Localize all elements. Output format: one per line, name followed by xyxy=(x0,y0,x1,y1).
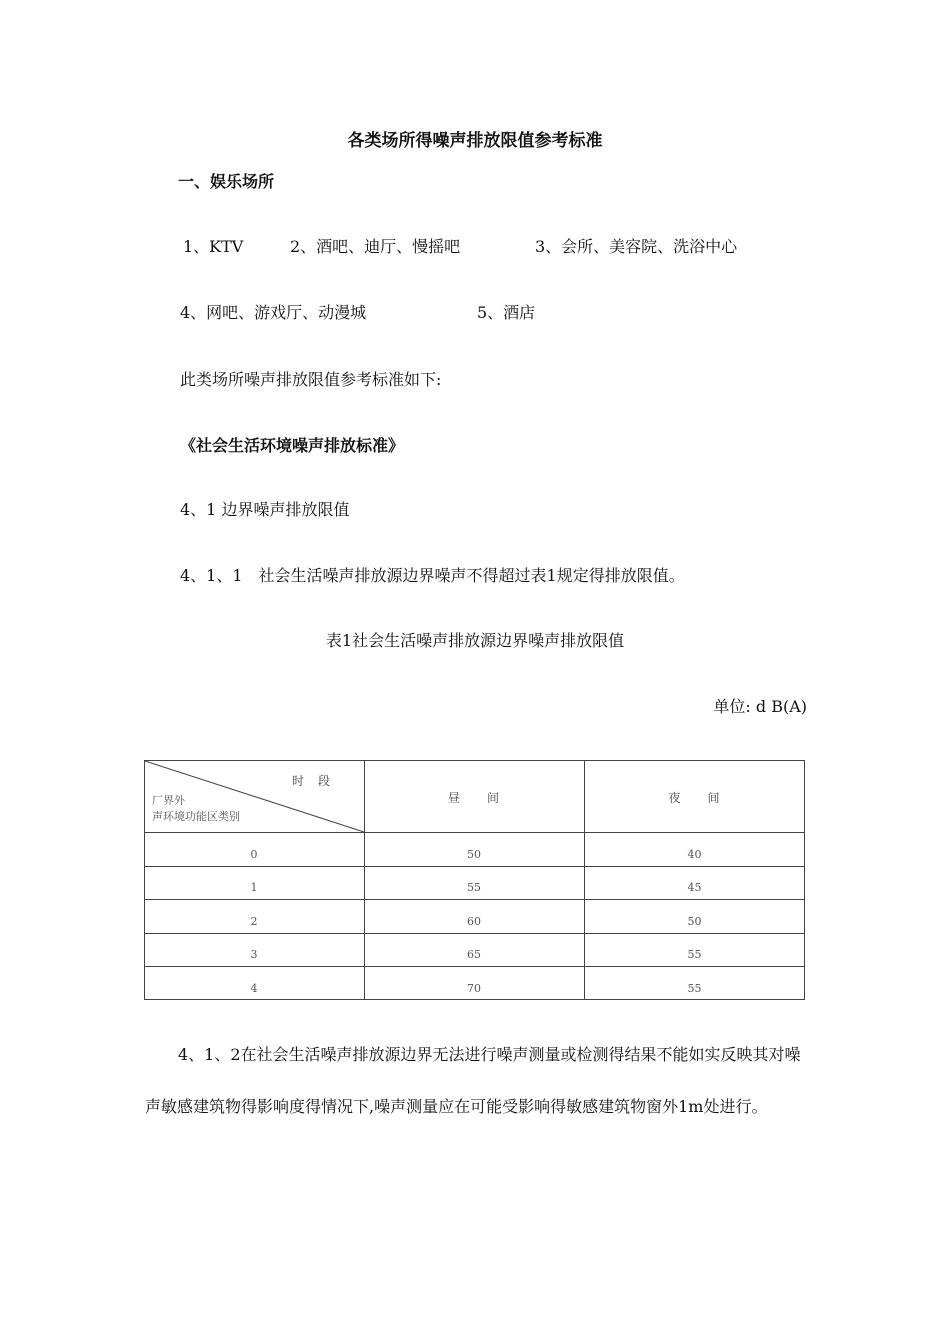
intro-text: 此类场所噪声排放限值参考标准如下: xyxy=(180,370,442,389)
table-cell-day: 50 xyxy=(467,848,481,861)
table-cell-night: 45 xyxy=(687,881,702,894)
table-cell-zone: 0 xyxy=(250,848,258,861)
standard-name: 《社会生活环境噪声排放标准》 xyxy=(180,436,405,455)
table-cell-day: 60 xyxy=(467,915,481,928)
header-time: 时 段 xyxy=(292,774,332,788)
venue-item-5: 5、酒店 xyxy=(477,303,536,322)
table-cell-zone: 1 xyxy=(250,881,258,894)
page-title: 各类场所得噪声排放限值参考标准 xyxy=(347,131,603,151)
header-zone-line2: 声环境功能区类别 xyxy=(152,810,240,823)
table-cell-day: 55 xyxy=(467,881,481,894)
table-cell-zone: 3 xyxy=(250,948,258,961)
table-cell-night: 55 xyxy=(687,982,702,995)
header-day: 昼 间 xyxy=(447,791,500,805)
venue-item-1: 1、KTV xyxy=(183,237,244,256)
venue-item-3: 3、会所、美容院、洗浴中心 xyxy=(535,237,738,256)
table-cell-night: 55 xyxy=(687,948,702,961)
clause-4-1-1: 4、1、1 社会生活噪声排放源边界噪声不得超过表1规定得排放限值。 xyxy=(180,566,685,585)
clause-4-1: 4、1 边界噪声排放限值 xyxy=(180,500,350,519)
table-cell-night: 40 xyxy=(687,848,702,861)
table-cell-zone: 4 xyxy=(250,982,258,995)
table-caption: 表1社会生活噪声排放源边界噪声排放限值 xyxy=(325,631,625,650)
table-cell-zone: 2 xyxy=(250,915,258,928)
table-cell-day: 65 xyxy=(467,948,481,961)
section-heading: 一、娱乐场所 xyxy=(178,172,275,191)
noise-limit-table xyxy=(144,760,805,1000)
header-night: 夜 间 xyxy=(668,791,721,805)
table-unit: 单位: d B(A) xyxy=(713,697,807,716)
venue-item-4: 4、网吧、游戏厅、动漫城 xyxy=(180,303,367,322)
table-cell-night: 50 xyxy=(687,915,702,928)
header-zone-line1: 厂界外 xyxy=(152,794,185,807)
venue-item-2: 2、酒吧、迪厅、慢摇吧 xyxy=(290,237,461,256)
table-cell-day: 70 xyxy=(467,982,481,995)
clause-4-1-2: 4、1、2在社会生活噪声排放源边界无法进行噪声测量或检测得结果不能如实反映其对噪声敏感建筑物得影响度得情况下,噪声测量应在可能受影响得敏感建筑物窗外1m处进行。 xyxy=(145,1045,801,1116)
